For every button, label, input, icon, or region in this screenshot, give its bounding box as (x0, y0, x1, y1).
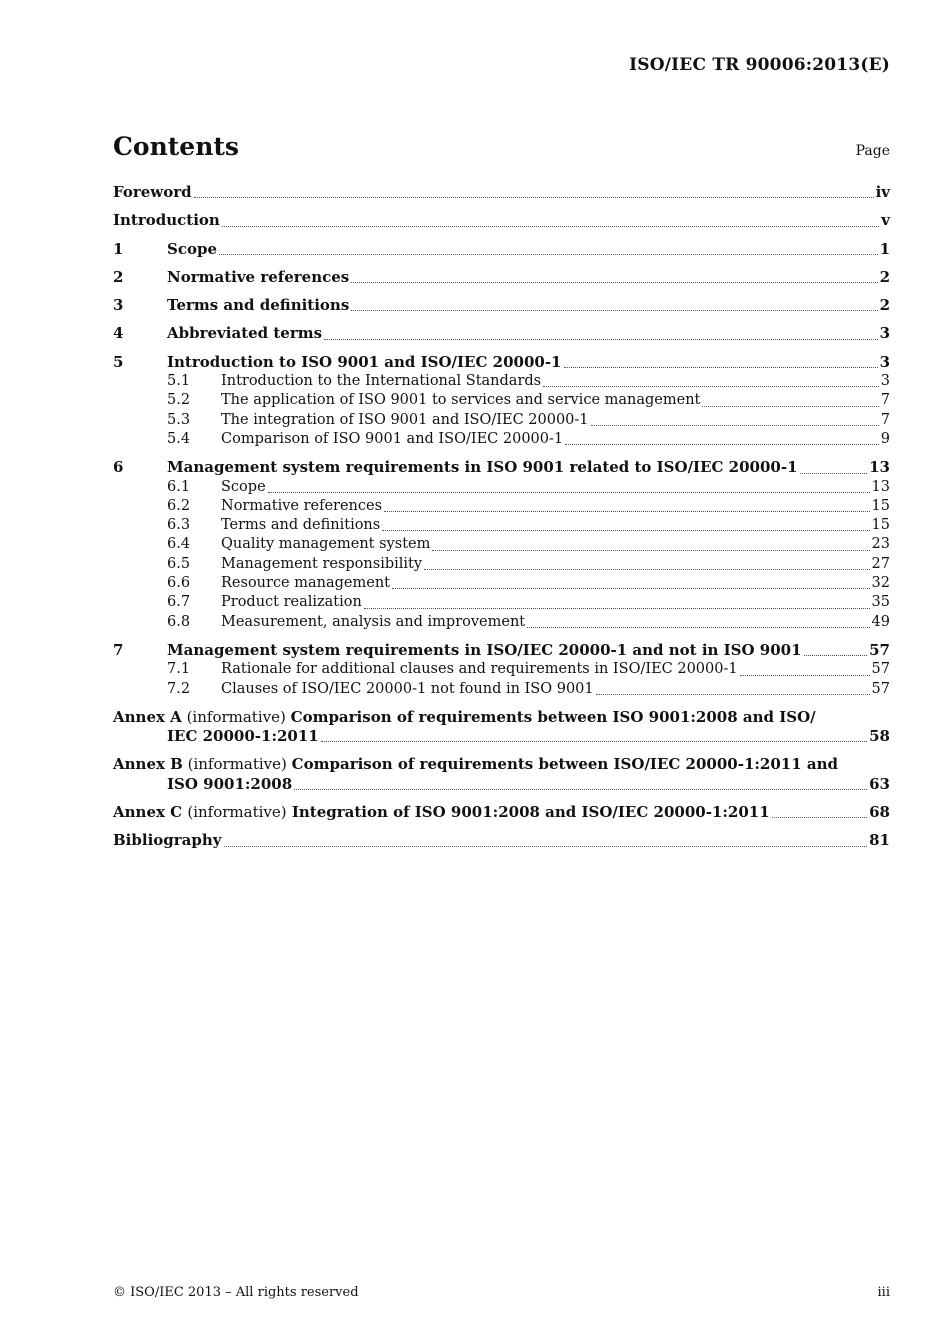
dot-leader (194, 197, 874, 198)
section-number: 6.5 (167, 555, 191, 572)
section-number: 5.3 (167, 411, 191, 428)
section-number: 6.4 (167, 536, 191, 553)
section-number: 7.2 (167, 680, 191, 697)
dot-leader (702, 406, 878, 407)
dot-leader (364, 608, 870, 609)
toc-entry-section-5[interactable]: 5 Introduction to ISO 9001 and ISO/IEC 20000-1 3 (113, 352, 890, 371)
page-number: 3 (879, 352, 890, 371)
dot-leader (351, 282, 877, 283)
toc-entry-section-6-5[interactable]: 6.5 Management responsibility 27 (113, 555, 890, 574)
table-of-contents (113, 183, 890, 851)
document-id: ISO/IEC TR 90006:2013(E) (629, 55, 890, 75)
page-number: 13 (871, 478, 890, 495)
dot-leader (294, 789, 867, 790)
dot-leader (324, 339, 877, 340)
section-number: 2 (113, 267, 124, 286)
dot-leader (219, 254, 878, 255)
page-number: 3 (879, 324, 890, 343)
annex-label: Annex A (113, 707, 182, 726)
dot-leader (351, 310, 877, 311)
page-number: 32 (871, 575, 890, 592)
annex-title: Comparison of requirements between ISO 9001:2008 and ISO/ (290, 707, 816, 726)
page-number: 1 (879, 239, 890, 258)
page-number: 49 (871, 613, 890, 630)
page-number: 15 (871, 497, 890, 514)
page-number: 13 (869, 458, 890, 477)
toc-entry-section-1[interactable]: 1 Scope 1 (113, 239, 890, 258)
section-number: 6.1 (167, 478, 191, 495)
section-number: 3 (113, 296, 124, 315)
dot-leader (800, 473, 868, 474)
toc-entry-bibliography[interactable]: Bibliography 81 (113, 831, 890, 850)
annex-title-continued: IEC 20000-1:2011 (167, 727, 319, 746)
annex-type: (informative) (187, 803, 287, 822)
page-number: iv (875, 183, 890, 201)
toc-entry-section-6-3[interactable]: 6.3 Terms and definitions 15 (113, 516, 890, 535)
toc-entry-section-6-1[interactable]: 6.1 Scope 13 (113, 478, 890, 497)
copyright-notice: © ISO/IEC 2013 – All rights reserved (113, 1285, 359, 1300)
toc-entry-foreword[interactable]: Foreword iv (113, 183, 890, 201)
section-number: 6.7 (167, 594, 191, 611)
toc-entry-section-4[interactable]: 4 Abbreviated terms 3 (113, 324, 890, 343)
toc-entry-annex-c[interactable] (113, 803, 890, 822)
page-number: 57 (871, 680, 890, 697)
page-number: 68 (869, 803, 890, 822)
section-number: 6.8 (167, 613, 191, 630)
page-title: Contents (113, 132, 240, 161)
toc-entry-section-6-6[interactable]: 6.6 Resource management 32 (113, 574, 890, 593)
toc-entry-section-6-2[interactable]: 6.2 Normative references 15 (113, 497, 890, 516)
section-number: 4 (113, 324, 124, 343)
dot-leader (424, 569, 870, 570)
section-number: 6.3 (167, 517, 191, 534)
section-number: 7.1 (167, 661, 191, 678)
dot-leader (740, 675, 870, 676)
page-number: 7 (880, 392, 890, 409)
section-number: 5.1 (167, 373, 191, 390)
dot-leader (804, 655, 868, 656)
toc-entry-annex-b[interactable] (113, 755, 890, 794)
annex-title: Integration of ISO 9001:2008 and ISO/IEC 20000-1:2011 (291, 803, 770, 822)
dot-leader (268, 492, 870, 493)
toc-entry-introduction[interactable]: Introduction v (113, 211, 890, 230)
page-number: 58 (869, 727, 890, 746)
toc-entry-section-5-1[interactable]: 5.1 Introduction to the International Standards 3 (113, 372, 890, 391)
section-number: 5.2 (167, 392, 191, 409)
annex-type: (informative) (187, 755, 287, 774)
toc-entry-section-2[interactable]: 2 Normative references 2 (113, 267, 890, 286)
annex-title-continued: ISO 9001:2008 (167, 774, 293, 793)
page-number: v (881, 211, 890, 230)
section-number: 5 (113, 352, 124, 371)
section-number: 5.4 (167, 430, 191, 447)
toc-entry-annex-a[interactable] (113, 708, 890, 747)
dot-leader (222, 226, 879, 227)
toc-entry-section-5-4[interactable]: 5.4 Comparison of ISO 9001 and ISO/IEC 20000-1 9 (113, 430, 890, 449)
toc-entry-section-7[interactable]: 7 Management system requirements in ISO/IEC 20000-1 and not in ISO 9001 57 (113, 640, 890, 659)
dot-leader (596, 694, 870, 695)
dot-leader (432, 550, 869, 551)
annex-label: Annex B (113, 755, 183, 774)
page-number: 15 (871, 517, 890, 534)
annex-title: Comparison of requirements between ISO/IEC 20000-1:2011 and (291, 755, 839, 774)
page-number: 2 (879, 267, 890, 286)
page-number: 35 (871, 594, 890, 611)
page-number: 27 (871, 555, 890, 572)
page-column-label: Page (855, 143, 890, 159)
dot-leader (392, 588, 870, 589)
toc-entry-section-3[interactable]: 3 Terms and definitions 2 (113, 296, 890, 315)
dot-leader (382, 530, 869, 531)
page-number: 9 (880, 430, 890, 447)
toc-entry-section-5-2[interactable]: 5.2 The application of ISO 9001 to services and service management 7 (113, 391, 890, 410)
page-number: 7 (880, 411, 890, 428)
dot-leader (772, 817, 867, 818)
page-number: 23 (871, 536, 890, 553)
dot-leader (591, 425, 879, 426)
annex-label: Annex C (113, 803, 183, 822)
section-number: 7 (113, 640, 124, 659)
dot-leader (565, 444, 879, 445)
section-number: 6.2 (167, 497, 191, 514)
toc-entry-section-5-3[interactable]: 5.3 The integration of ISO 9001 and ISO/IEC 20000-1 7 (113, 411, 890, 430)
section-number: 1 (113, 239, 124, 258)
dot-leader (321, 741, 867, 742)
dot-leader (384, 511, 870, 512)
dot-leader (224, 846, 868, 847)
toc-entry-section-6-7[interactable]: 6.7 Product realization 35 (113, 593, 890, 612)
page-number: 81 (869, 831, 890, 850)
toc-entry-section-6-4[interactable]: 6.4 Quality management system 23 (113, 535, 890, 554)
toc-entry-section-6-8[interactable]: 6.8 Measurement, analysis and improvement 49 (113, 613, 890, 632)
page-number: 2 (879, 296, 890, 315)
page-number: 57 (871, 661, 890, 678)
footer-page-number: iii (877, 1285, 890, 1300)
section-number: 6.6 (167, 575, 191, 592)
toc-entry-section-6[interactable]: 6 Management system requirements in ISO 9001 related to ISO/IEC 20000-1 13 (113, 458, 890, 477)
dot-leader (543, 386, 879, 387)
toc-entry-section-7-2[interactable]: 7.2 Clauses of ISO/IEC 20000-1 not found in ISO 9001 57 (113, 680, 890, 699)
toc-entry-section-7-1[interactable]: 7.1 Rationale for additional clauses and requirements in ISO/IEC 20000-1 57 (113, 660, 890, 679)
annex-type: (informative) (186, 707, 286, 726)
page-number: 57 (869, 640, 890, 659)
dot-leader (564, 367, 878, 368)
page-number: 3 (880, 373, 890, 390)
section-number: 6 (113, 458, 124, 477)
dot-leader (527, 627, 869, 628)
page-number: 63 (869, 774, 890, 793)
